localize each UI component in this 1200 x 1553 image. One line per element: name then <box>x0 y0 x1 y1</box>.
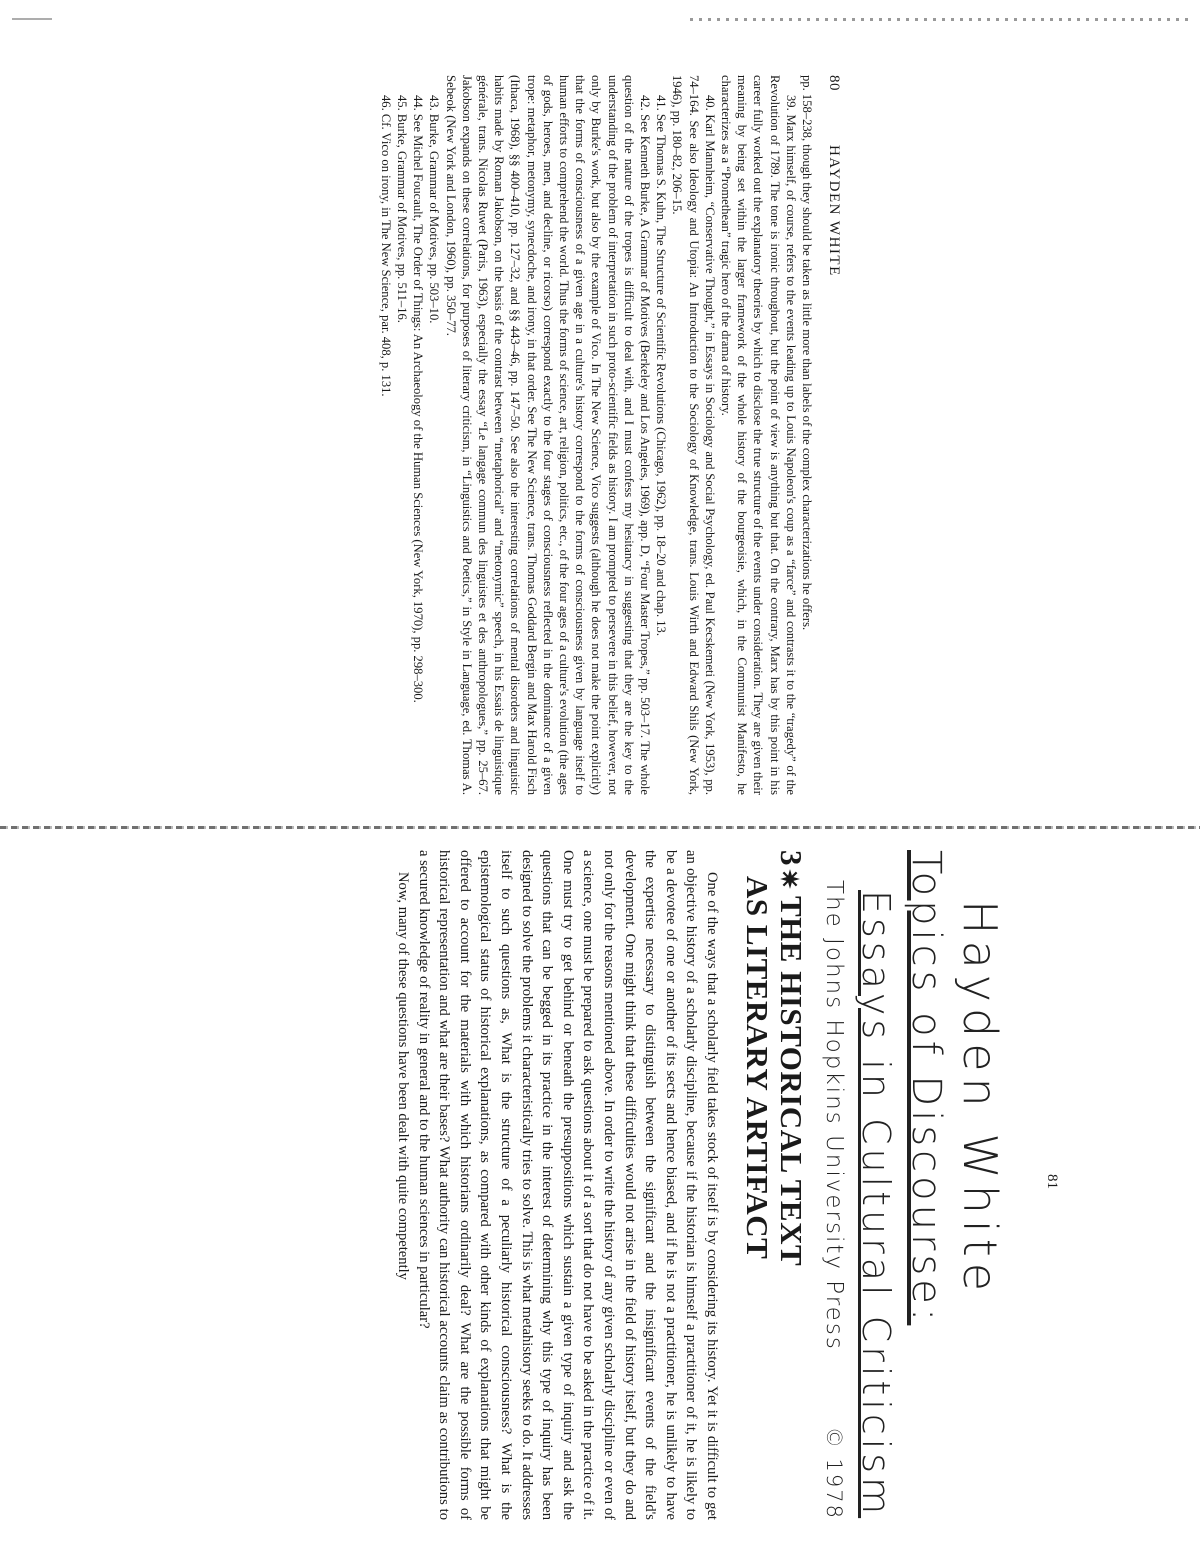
scan-artifact <box>12 18 52 20</box>
chapter-number: 3 <box>774 850 809 866</box>
chapter-title-line1: THE HISTORICAL TEXT <box>774 896 809 1267</box>
footnote-46: 46. Cf. Vico on irony, in The New Science, par. 408, p. 131. <box>378 95 393 397</box>
handwritten-publisher-line <box>816 880 852 1520</box>
footnotes <box>378 75 815 795</box>
page-number: 81 <box>1044 1174 1060 1189</box>
footnote-continuation: pp. 158–238, though they should be taken as little more than labels of the complex characterizations he offers. <box>800 75 814 631</box>
page-number: 80 <box>826 75 842 91</box>
running-head-title: HAYDEN WHITE <box>826 145 842 277</box>
page-gutter-line <box>0 826 1200 829</box>
handwritten-year: © 1978 <box>822 1426 846 1520</box>
handwritten-author: Hayden White <box>953 900 1007 1298</box>
body-paragraph: One of the ways that a scholarly field takes stock of itself is by considering its history. Yet it is difficult to get an objective history of a scholarly discipline, because if the historian is himself a practitioner of it, he is likely to be a devotee of one or another of its sects and hence biased, and if he is not a practitioner, he is unlikely to have the expertise necessary to distinguish between the significant and the insignificant events of the field's development. One might think that these difficulties would not arise in the field of history itself, but they do and not only for the reasons mentioned above. In order to write the history of any given scholarly discipline or even of a science, one must be prepared to ask questions about it of a sort that do not have to be asked in the practice of it. One must try to get behind or beneath the presuppositions which sustain a given type of inquiry and ask the questions that can be begged in its practice in the interest of determining why this type of inquiry has been designed to solve the problems it characteristically tries to solve. This is what metahistory seeks to do. It addresses itself to such questions as, What is the structure of a peculiarly historical consciousness? What is the epistemological status of historical explanations, as compared with other kinds of explanations that might be offered to account for the materials with which historians ordinarily deal? What are the possible forms of historical representation and what are their bases? What authority can historical accounts claim as contributions to a secured knowledge of reality in general and to the human sciences in particular? <box>415 850 720 1520</box>
handwritten-publisher: The Johns Hopkins University Press <box>821 880 847 1351</box>
page-80 <box>378 75 842 795</box>
footnote-45: 45. Burke, Grammar of Motives, pp. 511–16. <box>394 95 409 323</box>
page-81 <box>393 850 1009 1520</box>
handwritten-subtitle: Essays in Cultural Criticism <box>854 890 898 1519</box>
footnote-42: 42. See Kenneth Burke, A Grammar of Motives (Berkeley and Los Angeles, 1969), app. D, “Four Master Tropes,” pp. 503–17. The whole question of the nature of the tropes is difficult to deal with, and I must confess my hesitancy in suggesting that they are the key to the understanding of the problem of interpretation in such proto-scientific fields as history. I am prompted to persevere in this belief, however, not only by Burke's work, but also by the example of Vico. In The New Science, Vico suggests (although he does not make the point explicitly) that the forms of consciousness of a given age in a culture's history correspond to the forms of consciousness given by language itself to human efforts to comprehend the world. Thus the forms of science, art, religion, politics, etc., of the four ages of a culture's evolution (the ages of gods, heroes, men, and decline, or ricorso) correspond exactly to the four stages of consciousness reflected in the dominance of a given trope: metaphor, metonymy, synecdoche, and irony, in that order. See The New Science, trans. Thomas Goddard Bergin and Max Harold Fisch (Ithaca, 1968), §§ 400–410, pp. 127–32, and §§ 443–46, pp. 147–50. See also the interesting correlations of mental disorders and linguistic habits made by Roman Jakobson, on the basis of the contrast between “metaphorical” and “metonymic” speech, in his Essais de linguistique générale, trans. Nicolas Ruwet (Paris, 1963), especially the essay “Le langage commun des linguistes et des anthropologues,” pp. 25–67. Jakobson expands on these correlations, for purposes of literary criticism, in “Linguistics and Poetics,” in Style in Language, ed. Thomas A. Sebeok (New York and London, 1960), pp. 350–77. <box>443 75 652 795</box>
footnote-44: 44. See Michel Foucault, The Order of Things: An Archaeology of the Human Sciences (New York, 1970), pp. 298–300. <box>411 95 426 703</box>
scan-artifact <box>690 18 1190 21</box>
chapter-body <box>393 850 723 1520</box>
fleuron-ornament-icon <box>779 868 801 890</box>
body-paragraph: Now, many of these questions have been dealt with quite competently <box>395 872 412 1280</box>
handwritten-book-title: Topics of Discourse: <box>903 850 949 1326</box>
footnote-39: 39. Marx himself, of course, refers to the events leading up to Louis Napoleon's coup as a “farce” and contrasts it to the “tragedy” of the Revolution of 1789. The tone is ironic throughout, but the point of view is anything but that. On the contrary, Marx has by this point in his career fully worked out the explanatory theories by which to disclose the true structure of the events under consideration. They are given their meaning by being set within the larger framework of the whole history of the bourgeoisie, which, in the Communist Manifesto, he characterizes as a “Promethean” tragic hero of the drama of history. <box>718 75 798 795</box>
chapter-title-line2: AS LITERARY ARTIFACT <box>740 876 775 1260</box>
chapter-title <box>740 850 808 1520</box>
footnote-41: 41. See Thomas S. Kuhn, The Structure of Scientific Revolutions (Chicago, 1962), pp. 18–20 and chap. 13. <box>654 95 669 636</box>
footnote-43: 43. Burke, Grammar of Motives, pp. 503–10. <box>427 95 442 324</box>
footnote-40: 40. Karl Mannheim, “Conservative Thought,” in Essays in Sociology and Social Psychology, ed. Paul Kecskemeti (New York, 1953), pp. 74–164. See also Ideology and Utopia: An Introduction to the Sociology of Knowledge, trans. Louis Wirth and Edward Shils (New York, 1946), pp. 180–82, 206–15. <box>670 75 717 795</box>
running-head <box>825 75 842 795</box>
